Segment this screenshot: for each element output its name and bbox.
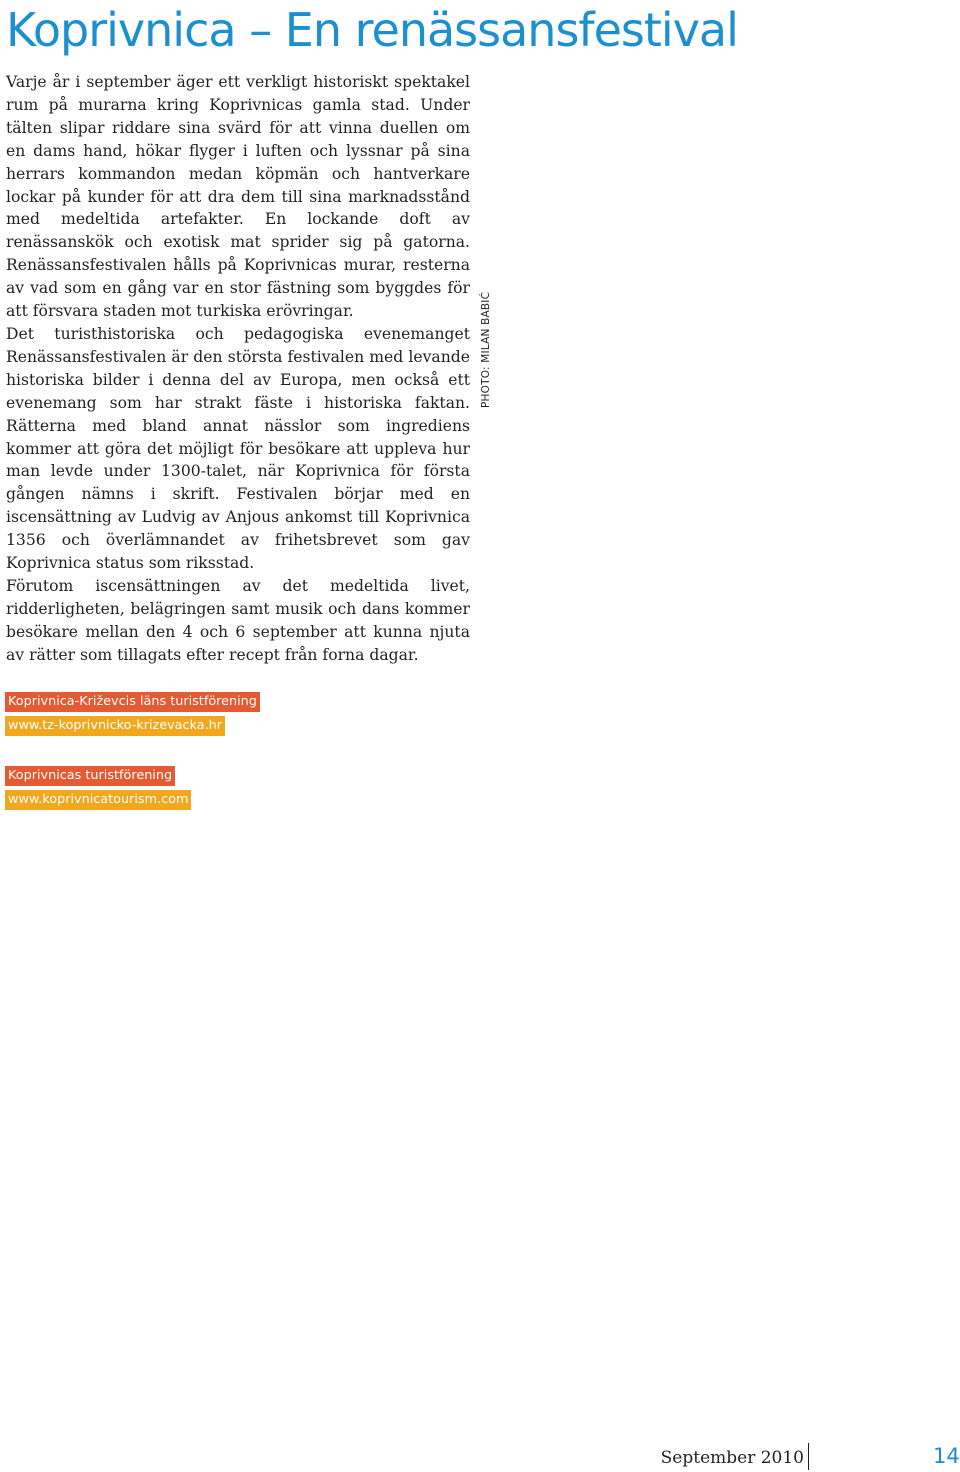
contact-name-city-tourist-board: Koprivnicas turistförening [5,766,175,786]
contact-name-county-tourist-board: Koprivnica-Križevcis läns turistförening [5,692,260,712]
photo-credit: PHOTO: MILAN BABIĆ [480,291,492,408]
footer-issue-date: September 2010 [660,1448,804,1468]
contact-link-county-tourist-board[interactable]: www.tz-koprivnicko-krizevacka.hr [5,716,225,736]
article-paragraph: Förutom iscensättningen av det medeltida livet, ridderligheten, belägringen samt musik och dans kommer besökare mellan den 4 och 6 september att kunna njuta av rätter som tillagats efter recept från forna dagar. [6,576,470,664]
page-title: Koprivnica – En renässansfestival [6,3,738,57]
footer-divider [808,1443,809,1470]
article-body [6,71,470,667]
article-paragraph: Det turisthistoriska och pedagogiska evenemanget Renässansfestivalen är den största festivalen med levande historiska bilder i denna del av Europa, men också ett evenemang som har strakt fäste i historiska faktan. Rätterna med bland annat nässlor som ingrediens kommer att göra det möjligt för besökare att uppleva hur man levde under 1300-talet, när Koprivnica för första gången nämns i skrift. Festivalen börjar med en iscensättning av Ludvig av Anjous ankomst till Koprivnica 1356 och överlämnandet av frihetsbrevet som gav Koprivnica status som riksstad. [6,324,470,573]
page-number: 14 [933,1444,960,1468]
contact-link-city-tourist-board[interactable]: www.koprivnicatourism.com [5,790,191,810]
article-paragraph: Varje år i september äger ett verkligt historiskt spektakel rum på murarna kring Koprivnicas gamla stad. Under tälten slipar riddare sina svärd för att vinna duellen om en dams hand, hökar flyger i luften och lyssnar på sina herrars kommandon medan köpmän och hantverkare lockar på kunder för att dra dem till sina marknadsstånd med medeltida artefakter. En lockande doft av renässanskök och exotisk mat sprider sig på gatorna. Renässansfestivalen hålls på Koprivnicas murar, resterna av vad som en gång var en stor fästning som byggdes för att försvara staden mot turkiska erövringar. [6,73,470,321]
